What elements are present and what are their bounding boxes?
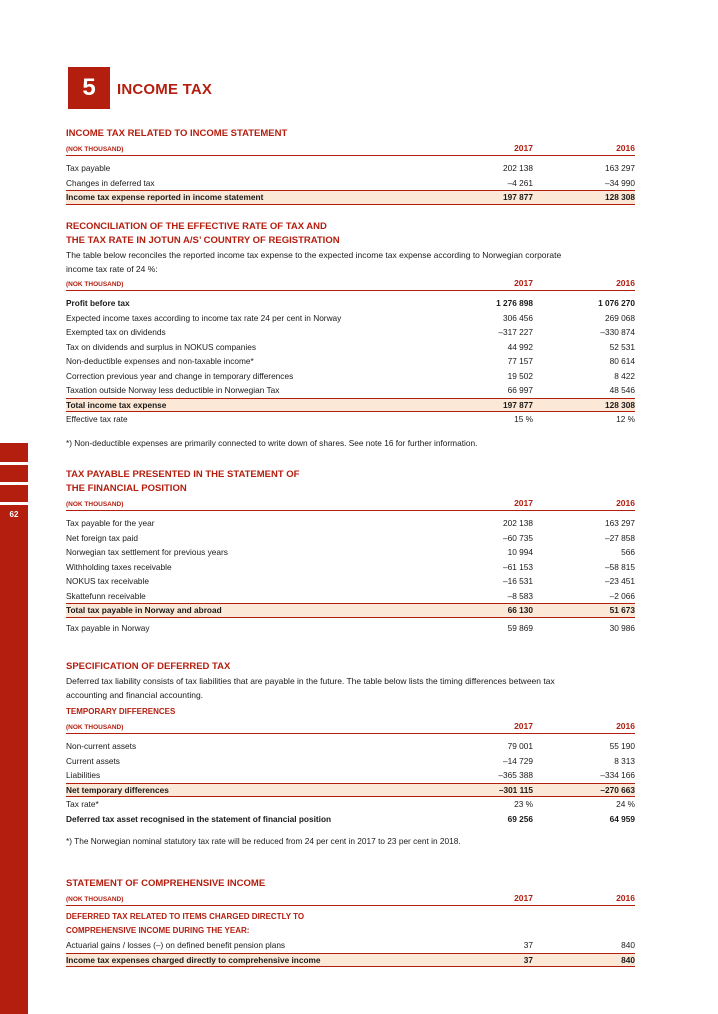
table-row [66, 296, 635, 311]
table-row [66, 768, 635, 783]
sidebar-divider [0, 502, 28, 505]
value-2016: 30 986 [609, 622, 635, 633]
value-2017: 37 [523, 940, 533, 950]
value-2016: 1 076 270 [598, 298, 635, 308]
section-description: The table below reconciles the reported income tax expense to the expected income tax expense according to Norwegian corporate [66, 250, 562, 260]
row-label: Actuarial gains / losses (–) on defined benefit pension plans [66, 940, 286, 950]
year-2017-header: 2017 [514, 893, 533, 903]
unit-label: (NOK THOUSAND) [66, 281, 124, 288]
year-2017-header: 2017 [514, 498, 533, 508]
value-2016: –330 874 [600, 327, 635, 337]
table-row [66, 812, 635, 827]
unit-label: (NOK THOUSAND) [66, 896, 124, 903]
row-label: Net temporary differences [66, 784, 169, 795]
table-row [66, 621, 635, 636]
subsection-title: TEMPORARY DIFFERENCES [66, 707, 176, 716]
section-title-line2: THE FINANCIAL POSITION [66, 483, 187, 494]
row-label: Tax payable in Norway [66, 622, 150, 633]
year-2016-header: 2016 [616, 721, 635, 731]
subsection-title-line2: COMPREHENSIVE INCOME DURING THE YEAR: [66, 926, 250, 935]
row-label: Total tax payable in Norway and abroad [66, 605, 222, 615]
table-header [66, 891, 635, 906]
table-row [66, 176, 635, 191]
table-row [66, 354, 635, 369]
value-2016: 566 [621, 547, 635, 557]
sidebar-accent-bar [0, 443, 28, 1014]
table-row [66, 754, 635, 769]
deferred-tax-section [66, 660, 635, 848]
value-2016: –58 815 [605, 561, 635, 572]
row-label: Profit before tax [66, 298, 130, 308]
table-row [66, 161, 635, 176]
reconciliation-section [66, 220, 635, 450]
value-2017: –4 261 [507, 177, 533, 188]
row-label: Income tax expense reported in income statement [66, 192, 264, 202]
value-2017: 15 % [514, 414, 533, 424]
total-row [66, 603, 635, 618]
section-title-line2: THE TAX RATE IN JOTUN A/S’ COUNTRY OF REGISTRATION [66, 235, 340, 246]
value-2017: 19 502 [507, 370, 533, 381]
total-row [66, 398, 635, 413]
table-header [66, 141, 635, 156]
comprehensive-income-section [66, 877, 635, 967]
tax-payable-section [66, 468, 635, 635]
value-2016: 840 [621, 954, 635, 965]
year-2016-header: 2016 [616, 498, 635, 508]
income-statement-tax-section [66, 127, 635, 205]
year-2016-header: 2016 [616, 893, 635, 903]
value-2016: 269 068 [605, 312, 635, 323]
row-label: Income tax expenses charged directly to comprehensive income [66, 954, 321, 965]
value-2017: –365 388 [498, 770, 533, 780]
value-2017: 66 997 [507, 385, 533, 395]
value-2016: –2 066 [609, 590, 635, 601]
value-2016: 48 546 [609, 385, 635, 395]
value-2017: 66 130 [507, 605, 533, 615]
row-label: Non-current assets [66, 741, 137, 751]
value-2017: –14 729 [503, 755, 533, 766]
value-2016: 52 531 [609, 341, 635, 352]
value-2017: 202 138 [503, 518, 533, 528]
row-label: Net foreign tax paid [66, 532, 138, 543]
value-2017: 197 877 [503, 399, 533, 410]
row-label: Tax payable [66, 163, 111, 173]
value-2017: 306 456 [503, 312, 533, 323]
section-title: TAX PAYABLE PRESENTED IN THE STATEMENT OF [66, 469, 300, 480]
table-row [66, 325, 635, 340]
value-2017: –8 583 [507, 590, 533, 601]
value-2017: 197 877 [503, 192, 533, 202]
value-2017: 202 138 [503, 163, 533, 173]
chapter-title: INCOME TAX [117, 81, 213, 98]
value-2017: 1 276 898 [496, 298, 533, 308]
table-row [66, 560, 635, 575]
value-2016: 51 673 [609, 605, 635, 615]
table-header [66, 719, 635, 734]
table-row [66, 797, 635, 812]
row-label: NOKUS tax receivable [66, 576, 150, 586]
section-title: SPECIFICATION OF DEFERRED TAX [66, 661, 231, 672]
value-2016: 840 [621, 940, 635, 950]
row-label: Tax payable for the year [66, 518, 155, 528]
value-2017: 79 001 [507, 741, 533, 751]
row-label: Tax on dividends and surplus in NOKUS companies [66, 341, 257, 352]
table-row [66, 545, 635, 560]
value-2017: 37 [523, 954, 533, 965]
value-2016: 55 190 [609, 741, 635, 751]
section-description: Deferred tax liability consists of tax liabilities that are payable in the future. The table below lists the timing differences between tax [66, 676, 555, 686]
value-2017: –16 531 [503, 576, 533, 586]
year-2016-header: 2016 [616, 278, 635, 288]
year-2016-header: 2016 [616, 143, 635, 153]
table-header [66, 496, 635, 511]
value-2016: 8 313 [614, 755, 635, 766]
row-label: Deferred tax asset recognised in the statement of financial position [66, 813, 332, 824]
table-row [66, 938, 635, 953]
row-label: Correction previous year and change in temporary differences [66, 370, 294, 381]
row-label: Norwegian tax settlement for previous years [66, 547, 228, 557]
value-2016: –270 663 [600, 784, 635, 795]
row-label: Expected income taxes according to income tax rate 24 per cent in Norway [66, 312, 342, 323]
table-row [66, 574, 635, 589]
table-row [66, 340, 635, 355]
total-row [66, 190, 635, 205]
value-2017: 23 % [514, 799, 533, 809]
table-row [66, 412, 635, 427]
section-title: STATEMENT OF COMPREHENSIVE INCOME [66, 878, 266, 889]
value-2016: –23 451 [605, 576, 635, 586]
table-row [66, 311, 635, 326]
sidebar-divider [0, 462, 28, 465]
value-2016: 64 959 [609, 813, 635, 824]
company-label: JOTUN A/S [6, 535, 15, 580]
section-description-line2: income tax rate of 24 %: [66, 264, 158, 274]
value-2016: 128 308 [605, 399, 635, 410]
row-label: Liabilities [66, 770, 101, 780]
value-2016: 163 297 [605, 518, 635, 528]
year-2017-header: 2017 [514, 278, 533, 288]
value-2017: 77 157 [507, 356, 533, 366]
row-label: Non-deductible expenses and non-taxable income* [66, 356, 254, 366]
subsection-title: DEFERRED TAX RELATED TO ITEMS CHARGED DIRECTLY TO [66, 912, 305, 921]
unit-label: (NOK THOUSAND) [66, 501, 124, 508]
value-2017: 69 256 [507, 813, 533, 824]
row-label: Effective tax rate [66, 414, 128, 424]
footnote: *) Non-deductible expenses are primarily connected to write down of shares. See note 16 for further information. [66, 437, 478, 448]
unit-label: (NOK THOUSAND) [66, 146, 124, 153]
table-row [66, 739, 635, 754]
value-2016: –334 166 [600, 770, 635, 780]
row-label: Current assets [66, 755, 120, 766]
value-2017: 59 869 [507, 622, 533, 633]
sidebar-divider [0, 482, 28, 485]
section-title: INCOME TAX RELATED TO INCOME STATEMENT [66, 128, 288, 139]
footnote: *) The Norwegian nominal statutory tax rate will be reduced from 24 per cent in 2017 to 23 per cent in 2018. [66, 836, 461, 846]
row-label: Tax rate* [66, 799, 99, 809]
row-label: Withholding taxes receivable [66, 561, 172, 572]
row-label: Changes in deferred tax [66, 177, 155, 188]
total-row [66, 953, 635, 968]
value-2016: 8 422 [614, 370, 635, 381]
page-number: 62 [9, 510, 19, 519]
value-2016: –34 990 [605, 177, 635, 188]
row-label: Taxation outside Norway less deductible in Norwegian Tax [66, 385, 280, 395]
value-2017: 44 992 [507, 341, 533, 352]
total-row [66, 783, 635, 798]
table-row [66, 516, 635, 531]
row-label: Total income tax expense [66, 399, 167, 410]
row-label: Skattefunn receivable [66, 590, 146, 601]
value-2016: 128 308 [605, 192, 635, 202]
value-2017: –317 227 [498, 327, 533, 337]
row-label: Exempted tax on dividends [66, 327, 166, 337]
table-header [66, 276, 635, 291]
value-2017: 10 994 [507, 547, 533, 557]
value-2016: –27 858 [605, 532, 635, 543]
value-2016: 80 614 [609, 356, 635, 366]
value-2016: 163 297 [605, 163, 635, 173]
table-row [66, 531, 635, 546]
value-2016: 12 % [616, 414, 635, 424]
value-2017: –60 735 [503, 532, 533, 543]
table-row [66, 383, 635, 398]
value-2016: 24 % [616, 799, 635, 809]
section-title: RECONCILIATION OF THE EFFECTIVE RATE OF TAX AND [66, 221, 327, 232]
table-row [66, 369, 635, 384]
chapter-number: 5 [68, 67, 110, 109]
year-2017-header: 2017 [514, 143, 533, 153]
value-2017: –61 153 [503, 561, 533, 572]
value-2017: –301 115 [498, 784, 533, 795]
section-description-line2: accounting and financial accounting. [66, 690, 204, 700]
year-2017-header: 2017 [514, 721, 533, 731]
table-row [66, 589, 635, 604]
unit-label: (NOK THOUSAND) [66, 724, 124, 731]
